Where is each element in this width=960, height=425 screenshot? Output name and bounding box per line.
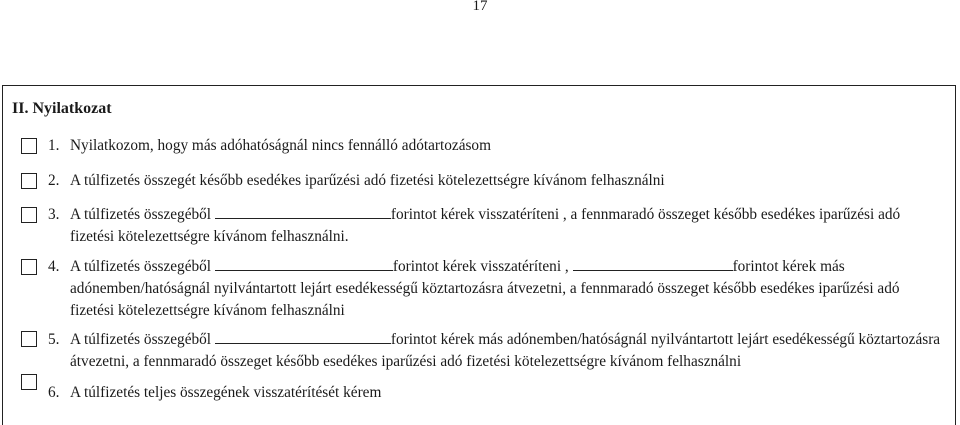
refund-amount-blank[interactable] bbox=[215, 256, 393, 271]
amount-blank[interactable] bbox=[215, 329, 391, 344]
item-number: 3. bbox=[48, 206, 60, 223]
item-number: 6. bbox=[48, 384, 60, 401]
checkbox-item-2[interactable] bbox=[21, 173, 37, 189]
item-text: A túlfizetés teljes összegének visszatérítését kérem bbox=[70, 384, 382, 401]
item-number: 1. bbox=[48, 137, 60, 154]
checkbox-item-1[interactable] bbox=[21, 138, 37, 154]
checkbox-item-3[interactable] bbox=[21, 207, 37, 223]
item-number: 4. bbox=[48, 258, 60, 275]
item-text: A túlfizetés összegéből forintot kérek más adónemben/hatóságnál nyilvántartott lejárt esedékességű köztartozásra átvezetni, a fennmaradó összeget később esedékes iparűzési adó fizetési kötelezettségre kívánom felhasználni bbox=[70, 331, 941, 370]
amount-blank[interactable] bbox=[215, 204, 391, 219]
item-number: 2. bbox=[48, 172, 60, 189]
item-text: Nyilatkozom, hogy más adóhatóságnál nincs fennálló adótartozásom bbox=[70, 137, 491, 154]
transfer-amount-blank[interactable] bbox=[573, 256, 733, 271]
page-number: 17 bbox=[472, 0, 488, 14]
section-title: II. Nyilatkozat bbox=[12, 100, 112, 117]
item-text: A túlfizetés összegéből forintot kérek visszatéríteni , forintot kérek más adónemben/hatóságnál nyilvántartott lejárt esedékességű köztartozásra átvezetni, a fennmaradó összeget később esedékes iparűzési adó fizetési kötelezettségre kívánom felhasználni bbox=[70, 258, 900, 319]
item-text: A túlfizetés összegéből forintot kérek visszatéríteni , a fennmaradó összeget később esedékes iparűzési adó fizetési kötelezettségre kívánom felhasználni. bbox=[70, 206, 901, 245]
checkbox-item-6[interactable] bbox=[21, 374, 37, 390]
checkbox-item-5[interactable] bbox=[21, 331, 37, 347]
checkbox-item-4[interactable] bbox=[21, 259, 37, 275]
item-text: A túlfizetés összegét később esedékes iparűzési adó fizetési kötelezettségre kívánom felhasználni bbox=[70, 172, 665, 189]
item-number: 5. bbox=[48, 331, 60, 348]
